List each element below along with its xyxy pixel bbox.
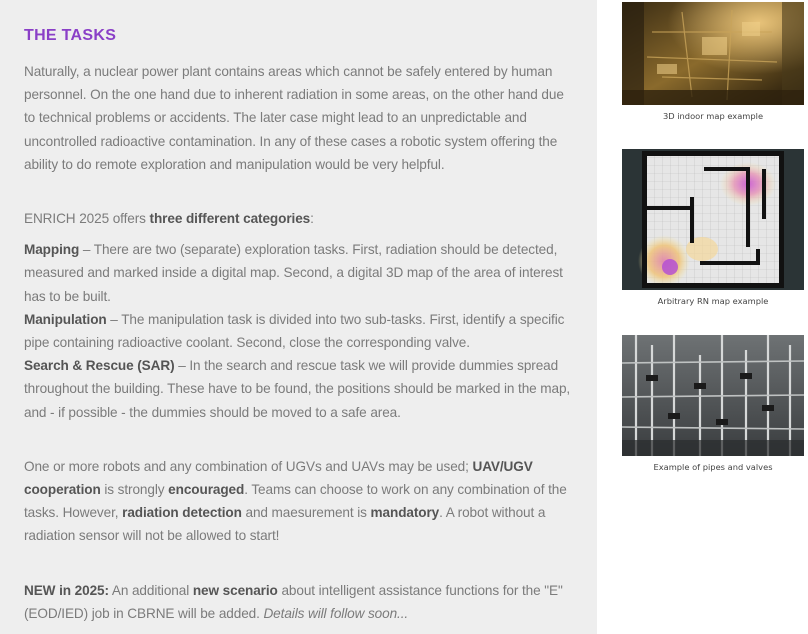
manipulation-paragraph: [24, 308, 573, 354]
offers-suffix: :: [310, 211, 314, 227]
3d-indoor-map-image: [622, 2, 804, 105]
mapping-title: Mapping: [24, 242, 80, 258]
caption-pipes: Example of pipes and valves: [653, 462, 773, 472]
robots-paragraph: [24, 455, 573, 548]
robots-text-3: . Teams can choose to work on any combination of the tasks. However,: [24, 482, 567, 521]
sar-text: – In the search and rescue task we will provide dummies spread throughout the building. These have to be found, the positions should be marked in the map, and - if possible - the dummies should be moved to a safe area.: [24, 358, 571, 420]
new-text-2: about intelligent assistance functions for the "E" (EOD/IED) job in CBRNE will be added.: [24, 582, 563, 621]
sar-paragraph: [24, 354, 573, 424]
mapping-paragraph: [24, 238, 573, 308]
figure-3d-map: [622, 2, 804, 122]
robots-text-2: is strongly: [100, 482, 169, 498]
new-bold-2: new scenario: [192, 582, 278, 598]
section-heading: THE TASKS: [24, 27, 117, 44]
offers-prefix: ENRICH 2025 offers: [24, 211, 150, 227]
robots-bold-2: encouraged: [168, 482, 245, 498]
caption-rn-map: Arbitrary RN map example: [657, 296, 769, 306]
manipulation-title: Manipulation: [24, 311, 107, 327]
mapping-text: – There are two (separate) exploration tasks. First, radiation should be detected, measured and marked inside a digital map. Second, a digital 3D map of the area of interest has to be built.: [24, 242, 563, 304]
robots-text-1: One or more robots and any combination of UGVs and UAVs may be used;: [24, 458, 473, 474]
new-italic: Details will follow soon...: [263, 605, 409, 621]
caption-3d-map: 3D indoor map example: [662, 111, 764, 121]
manipulation-text: – The manipulation task is divided into two sub-tasks. First, identify a specific pipe containing radioactive coolant. Second, close the corresponding valve.: [24, 311, 565, 351]
intro-paragraph: Naturally, a nuclear power plant contains areas which cannot be safely entered by human personnel. On the one hand due to inherent radiation in some areas, on the other hand due to technical problems or accidents. The later case might lead to an unpredictable and uncontrolled radioactive contamination. In any of these cases a robotic system offering the ability to do remote exploration and manipulation would be very helpful.: [24, 64, 564, 172]
sar-title: Search & Rescue (SAR): [24, 358, 175, 374]
pipes-valves-image: [622, 335, 804, 456]
figure-rn-map: [622, 149, 804, 307]
offers-bold: three different categories: [149, 211, 311, 227]
categories-intro: [24, 207, 573, 230]
rn-map-image: [622, 149, 804, 290]
new-bold: NEW in 2025:: [24, 582, 109, 598]
robots-text-4: and maesurement is: [241, 505, 371, 521]
figures-column: [597, 0, 808, 634]
robots-bold-1: UAV/UGV cooperation: [24, 458, 533, 498]
new-text-1: An additional: [108, 582, 193, 598]
robots-bold-3: radiation detection: [122, 505, 242, 521]
robots-bold-4: mandatory: [370, 505, 440, 521]
new-2025-paragraph: [24, 579, 573, 625]
figure-pipes: [622, 335, 804, 473]
robots-text-5: . A robot without a radiation sensor will not be allowed to start!: [24, 505, 546, 544]
